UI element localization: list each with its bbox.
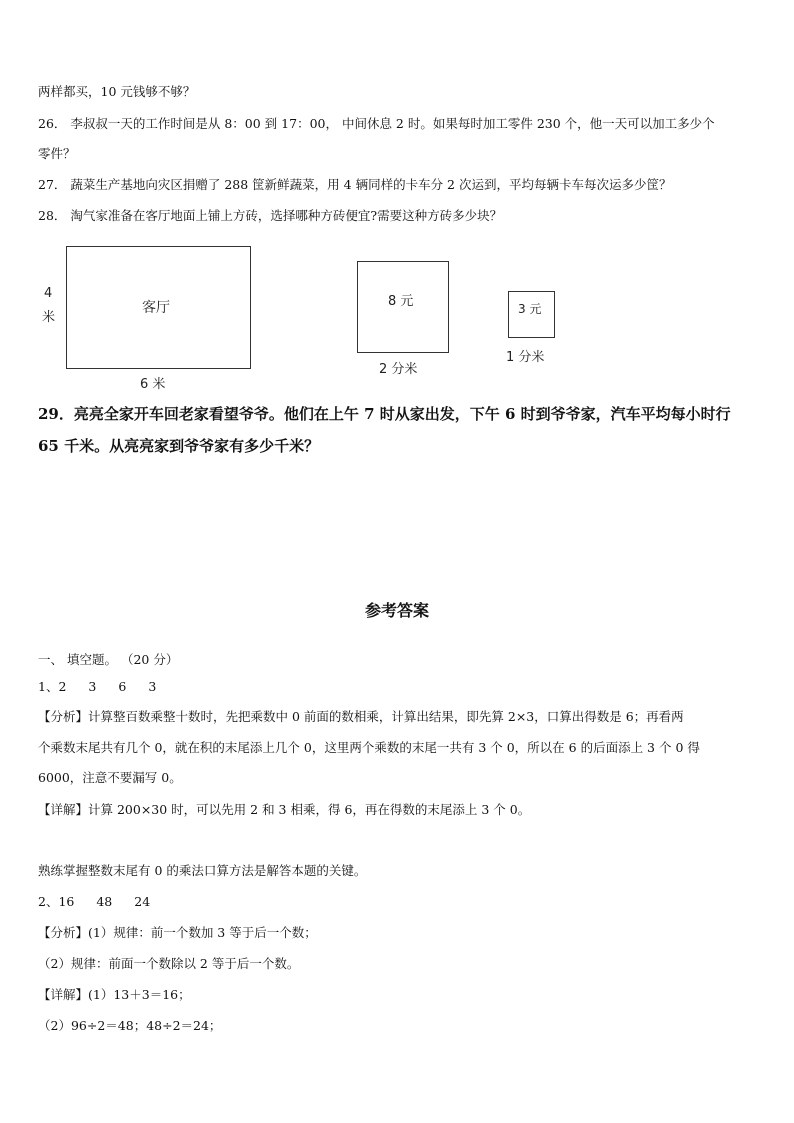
answer-1-analysis-cont: 个乘数末尾共有几个 0，就在积的末尾添上几个 0，这里两个乘数的末尾一共有 3 个 0，所以在 6 的后面添上 3 个 0 得 <box>38 740 700 755</box>
answer-value: 24 <box>134 894 151 909</box>
answer-1-analysis-cont: 6000，注意不要漏写 0。 <box>38 770 182 785</box>
answer-2-detail: 【详解】(1）13＋3＝16； <box>38 987 191 1002</box>
question-26-cont: 零件？ <box>38 146 76 161</box>
answer-1-values <box>38 679 156 695</box>
section-heading: 一、 填空题。 （20 分） <box>38 652 179 667</box>
question-27: 27． 蔬菜生产基地向灾区捐赠了 288 筐新鲜蔬菜，用 4 辆同样的卡车分 2 次运到，平均每辆卡车每次运多少筐？ <box>38 177 672 192</box>
question-29-cont: 65 千米。从亮亮家到爷爷家有多少千米？ <box>38 437 320 455</box>
large-tile-side: 2 分米 <box>379 362 418 377</box>
answers-title: 参考答案 <box>364 601 429 620</box>
room-width-label: 6 米 <box>140 377 166 392</box>
room-height-unit: 米 <box>42 310 56 325</box>
living-room-label: 客厅 <box>142 300 170 316</box>
answer-2-analysis-cont: （2）规律：前面一个数除以 2 等于后一个数。 <box>38 956 300 971</box>
answer-value: 48 <box>96 894 113 909</box>
answer-value: 3 <box>88 679 97 694</box>
text-line: 两样都买，10 元钱够不够？ <box>38 84 196 99</box>
large-tile-price: 8 元 <box>388 294 414 309</box>
answer-2-detail-cont: （2）96÷2＝48；48÷2＝24； <box>38 1018 222 1033</box>
answer-1-detail: 【详解】计算 200×30 时，可以先用 2 和 3 相乘，得 6，再在得数的末尾添上 3 个 0。 <box>38 802 531 817</box>
room-height-number: 4 <box>44 286 53 301</box>
question-29: 29．亮亮全家开车回老家看望爷爷。他们在上午 7 时从家出发，下午 6 时到爷爷家，汽车平均每小时行 <box>38 405 731 423</box>
answer-value: 6 <box>118 679 127 694</box>
answer-1-note: 熟练掌握整数末尾有 0 的乘法口算方法是解答本题的关键。 <box>38 863 367 878</box>
answer-1-analysis: 【分析】计算整百数乘整十数时，先把乘数中 0 前面的数相乘，计算出结果，即先算 2×3，口算出得数是 6；再看两 <box>38 709 684 724</box>
answer-2-analysis: 【分析】(1）规律：前一个数加 3 等于后一个数； <box>38 925 317 940</box>
answer-2-number: 2、16 <box>38 894 75 909</box>
small-tile-side: 1 分米 <box>506 350 545 365</box>
question-26: 26． 李叔叔一天的工作时间是从 8：00 到 17：00， 中间休息 2 时。如果每时加工零件 230 个，他一天可以加工多少个 <box>38 116 715 131</box>
answer-1-number: 1、2 <box>38 679 67 694</box>
answer-2-values <box>38 894 150 910</box>
small-tile-price: 3 元 <box>518 302 542 316</box>
answer-value: 3 <box>148 679 157 694</box>
question-28: 28． 淘气家准备在客厅地面上铺上方砖，选择哪种方砖便宜?需要这种方砖多少块？ <box>38 208 503 223</box>
